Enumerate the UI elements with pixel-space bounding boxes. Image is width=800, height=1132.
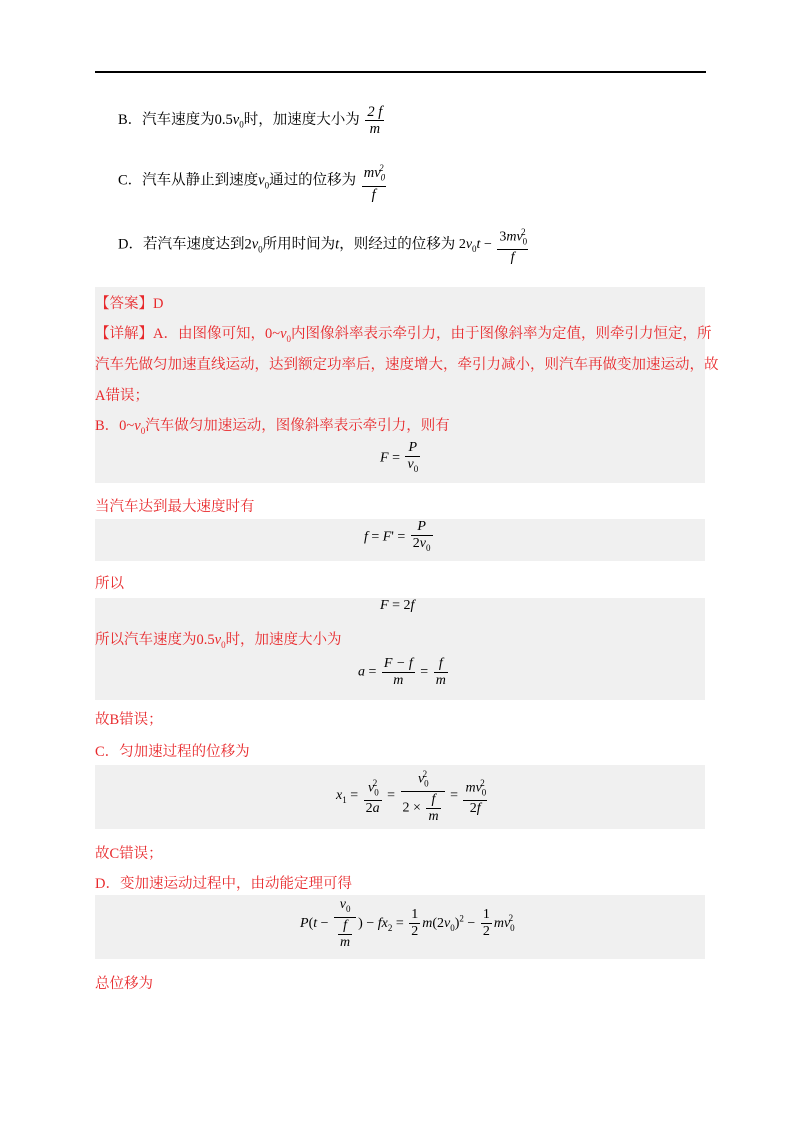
c-wrong-line: 故C错误； <box>95 846 163 862</box>
detail-line-1: 【详解】A．由图像可知，$0\sim v_0$内图像斜率表示牵引力，由于图像斜率为定值，则牵引力恒定，所 <box>95 326 712 344</box>
detail-line-2: 汽车先做匀加速直线运动，达到额定功率后，速度增大，牵引力减小，则汽车再做变加速运动，故 <box>95 357 719 373</box>
accel-line: 所以汽车速度为$0.5v_0$时，加速度大小为 <box>95 632 342 650</box>
option-c: C．汽车从静止到速度$v_0$通过的位移为 $\frac{mv_0^2}{f}$ <box>118 160 388 203</box>
equation-x1: $x_1$ = $\frac{v_0^2}{2a}$ = $v_0^2$ 2 × $\frac{f}{m}$ = $\frac{mv_0^2}{2f}$ <box>336 766 489 825</box>
equation-f-prime: f = F' = $\frac{P}{2v_0}$ <box>364 519 431 553</box>
option-d: D．若汽车速度达到$2v_0$所用时间为t，则经过的位移为 $2v_0t$ − $\frac{3mv_0^2}{f}$ <box>118 224 530 266</box>
equation-a: a = $\frac{F - f}{m}$ = $\frac{f}{m}$ <box>358 656 446 688</box>
max-speed-line: 当汽车达到最大速度时有 <box>95 499 255 515</box>
c-line: C．匀加速过程的位移为 <box>95 744 250 760</box>
detail-line-3: A错误； <box>95 388 149 404</box>
answer-label: 【答案】D <box>95 296 164 312</box>
total-displacement-line: 总位移为 <box>95 976 153 992</box>
d-line: D．变加速运动过程中，由动能定理可得 <box>95 876 352 892</box>
option-b: B．汽车速度为$0.5v_0$时，加速度大小为 $\frac{2 f}{m}$ <box>118 104 383 137</box>
b-wrong-line: 故B错误； <box>95 712 163 728</box>
equation-f-2f: F = 2f <box>380 598 415 613</box>
header-rule <box>95 71 706 73</box>
so-line: 所以 <box>95 576 124 592</box>
detail-b-line: B．$0\sim v_0$汽车做匀加速运动，图像斜率表示牵引力，则有 <box>95 418 450 436</box>
equation-f-p-v0: F = $\frac{P}{v_0}$ <box>380 440 419 474</box>
equation-energy: P(t − $\frac{v_0}{\frac{f}{m}}$ ) − $fx_2$ = $\frac{1}{2}$ $m(2v_0)^2$ − $\frac{1}{2}$ $mv_0^2$ <box>300 897 515 950</box>
